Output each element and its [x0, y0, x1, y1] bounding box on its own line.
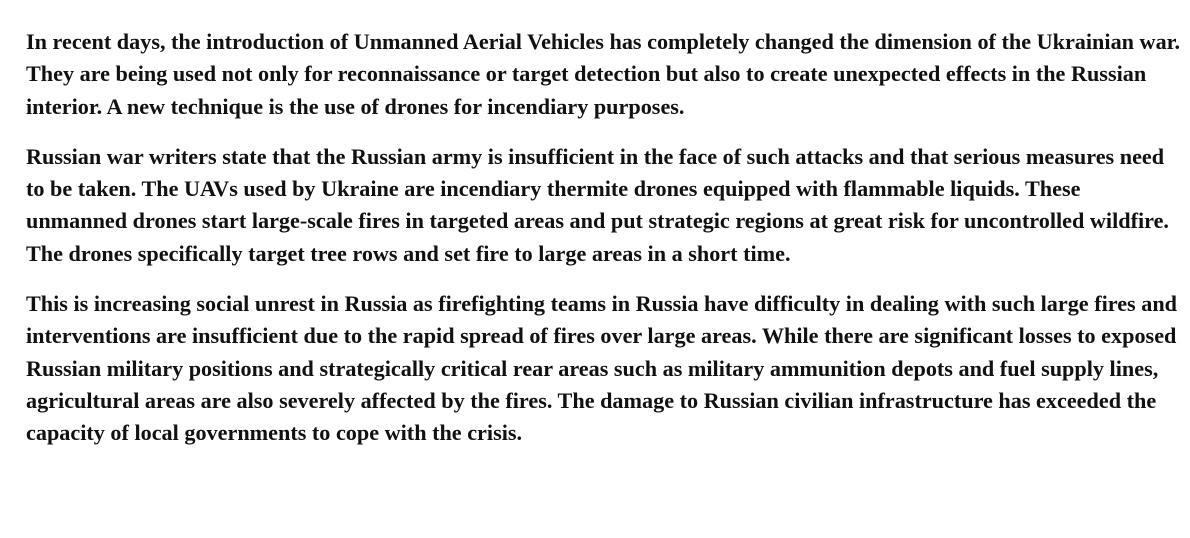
- article-paragraph-3: This is increasing social unrest in Russia as firefighting teams in Russia have difficulty in dealing with such large fires and interventions are insufficient due to the rapid spread of fires over large areas. While there are significant losses to exposed Russian military positions and strategically critical rear areas such as military ammunition depots and fuel supply lines, agricultural areas are also severely affected by the fires. The damage to Russian civilian infrastructure has exceeded the capacity of local governments to cope with the crisis.: [26, 291, 1178, 446]
- article-paragraph-1: In recent days, the introduction of Unmanned Aerial Vehicles has completely changed the dimension of the Ukrainian war. They are being used not only for reconnaissance or target detection but also to create unexpected effects in the Russian interior. A new technique is the use of drones for incendiary purposes.: [26, 29, 1181, 119]
- article-paragraph-2: Russian war writers state that the Russian army is insufficient in the face of such attacks and that serious measures need to be taken. The UAVs used by Ukraine are incendiary thermite drones equipped with flammable liquids. These unmanned drones start large-scale fires in targeted areas and put strategic regions at great risk for uncontrolled wildfire. The drones specifically target tree rows and set fire to large areas in a short time.: [26, 143, 1169, 266]
